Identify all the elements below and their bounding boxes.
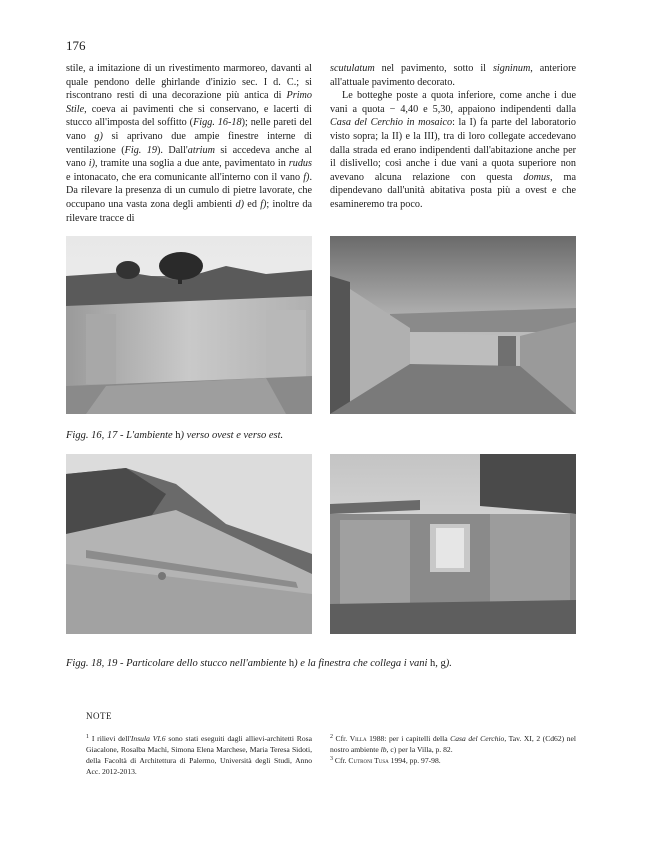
text-column-right [330, 62, 576, 212]
footnote-2: $^2$ Cfr. Villa 1988: per i capitelli della Casa del Cerchio, Tav. XI, 2 (Cd62) nel nostro ambiente lb, c) per la Villa, p. 82. [330, 734, 577, 754]
paragraph: stile, a imitazione di un rivestimento marmoreo, davanti al quale pendono delle ghirlande d'inizio sec. I d. C.; si riscontrano resti di una decorazione più antica di Primo Stile, coeva ai pavimenti che si conservano, e lacerti di stucco all'imposta del soffitto (Figg. 16-18); nelle pareti del vano g) si aprivano due ampie finestre interne di ventilazione (Fig. 19). Dall'atrium si accedeva anche al vano i), tramite una soglia a due ante, pavimentato in rudus e intonacato, che era comunicante all'interno con il vano f). Da rilevare la presenza di un cumulo di pietre lavorate, che occupano una vasta zona degli ambienti d) ed f); inoltre da rilevare tracce di [66, 63, 312, 224]
footnote-3: $^3$ Cfr. Cutroni Tusa 1994, pp. 97-98. [330, 756, 441, 765]
notes-heading: NOTE [86, 711, 112, 721]
paragraph: Le botteghe poste a quota inferiore, come anche i due vani a quota − 4,40 e 5,30, appaiono indipendenti dalla Casa del Cerchio in mosaico: la I) fa parte del laboratorio visto sopra; la II) e la III), tra di loro collegate accedevano dalla strada ed erano indipendenti dall'abitazione anche per il dislivello; così anche i due vani a quota superiore non avevano alcuna relazione con questa domus, ma dipendevano dall'unità abitativa posta più a ovest e che esamineremo tra poco. [330, 90, 576, 210]
page-number: 176 [66, 38, 86, 53]
paragraph: scutulatum nel pavimento, sotto il signinum, anteriore all'attuale pavimento decorato. [330, 63, 576, 88]
footnote-1: $^1$ I rilievi dell'Insula VI.6 sono stati eseguiti dagli allievi-architetti Rosa Giacalone, Rosalba Machì, Simona Elena Marchese, Maria Teresa Sidoti, della Facoltà di Architettura di Palermo, Università degli Studi, Anno Acc. 2012-2013. [86, 734, 312, 776]
figure-caption-18-19: Figg. 18, 19 - Particolare dello stucco nell'ambiente h) e la finestra che collega i vani h, g). [66, 658, 452, 669]
text-column-left [66, 62, 312, 225]
figure-17-photo [330, 236, 576, 414]
footnotes-right [330, 733, 576, 766]
figure-19-photo [330, 454, 576, 634]
figure-16-photo [66, 236, 312, 414]
footnotes-left [86, 733, 312, 777]
figure-18-photo [66, 454, 312, 634]
figure-caption-16-17: Figg. 16, 17 - L'ambiente h) verso ovest e verso est. [66, 430, 284, 441]
